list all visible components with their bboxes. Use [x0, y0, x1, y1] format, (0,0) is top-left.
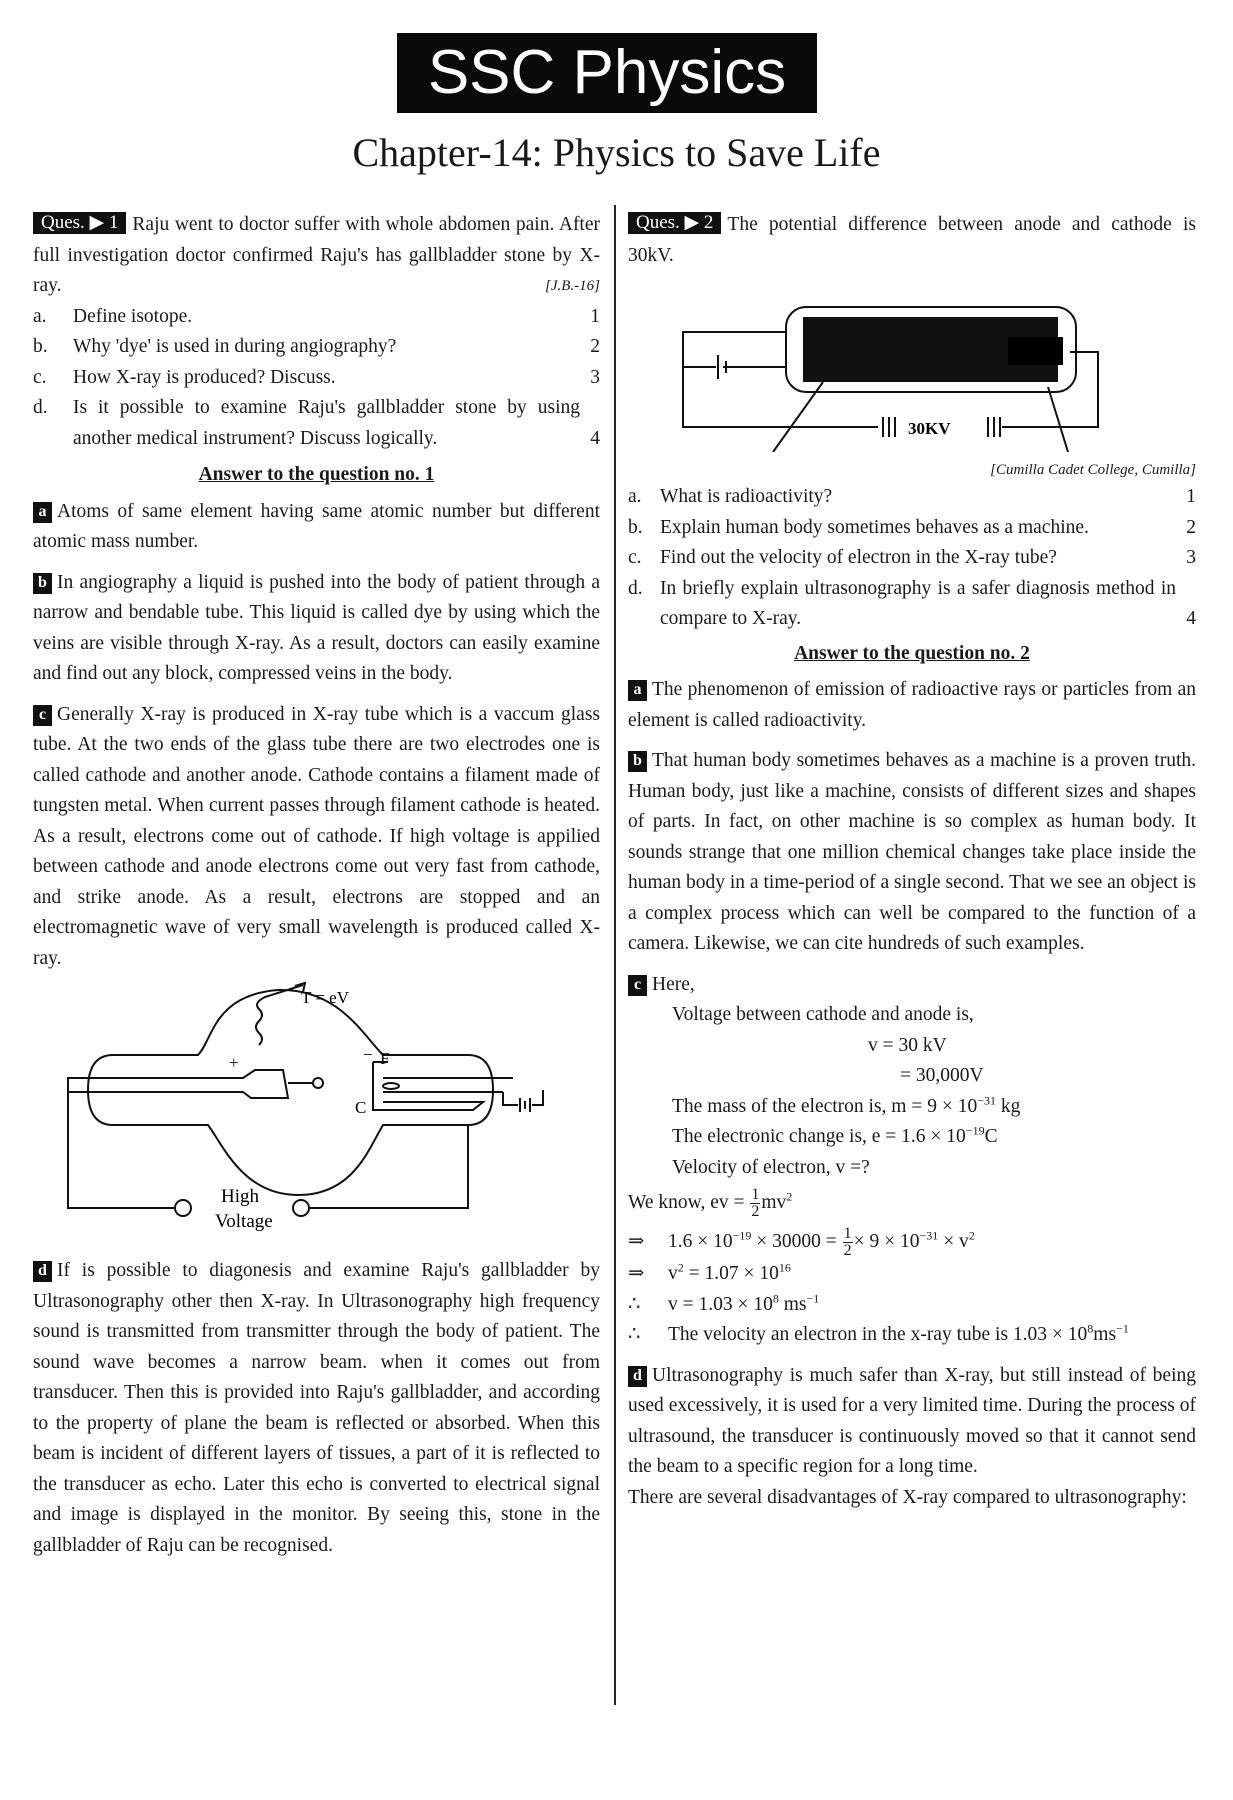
marks: 2 — [1186, 516, 1196, 538]
answer-badge: d — [628, 1366, 647, 1387]
marks: 4 — [590, 427, 600, 449]
right-column — [628, 210, 1196, 1523]
q2-answer-d-continued: There are several disadvantages of X-ray compared to ultrasonography: — [628, 1486, 1187, 1508]
question-source: [J.B.-16] — [545, 278, 600, 294]
q2-answer-a: a The phenomenon of emission of radioactive rays or particles from an element is called radioactivity. — [628, 679, 1196, 731]
svg-text:T = eV: T = eV — [301, 988, 349, 1007]
svg-text:C: C — [355, 1098, 367, 1117]
left-column — [33, 210, 600, 1571]
svg-text:+: + — [229, 1053, 239, 1072]
answer-badge: b — [33, 573, 52, 594]
answer-heading: Answer to the question no. 1 — [198, 464, 435, 485]
q1-part-c: c. How X-ray is produced? Discuss. 3 — [33, 363, 600, 394]
marks: 4 — [1186, 608, 1196, 629]
svg-text:Voltage: Voltage — [215, 1211, 273, 1232]
svg-text:High: High — [221, 1186, 259, 1207]
q2-stem: Ques. ▶ 2 The potential difference between anode and cathode is 30kV. — [628, 212, 1196, 266]
book-title: SSC Physics — [397, 33, 817, 113]
q2-part-d: d. In briefly explain ultrasonography is a safer diagnosis method in compare to X-ray. 4 — [628, 574, 1196, 635]
q1-answer-d: d If is possible to diagonesis and examine Raju's gallbladder by Ultrasonography other then X-ray. In Ultrasonography high frequency sound is transmitted from transmitter through the body of patient. The sound wave becomes a narrow beam. when it comes out from transducer. Then this is provided into Raju's gallbladder, and according to the property of plane the beam is reflected or absorbed. When this beam is incident of different layers of tissues, a part of it is reflected to the transducer as echo. Later this echo is converted to electrical signal and image is displayed in the monitor. By seeing this, stone in the gallbladder of Raju can be recognised. — [33, 1260, 600, 1556]
column-divider — [614, 205, 616, 1705]
q1-answer-b: b In angiography a liquid is pushed into the body of patient through a narrow and bendable tube. This liquid is called dye by using which the veins are visible through X-ray. As a result, doctors can easily examine and find out any block, compressed veins in the body. — [33, 571, 600, 684]
q2-part-b: b. Explain human body sometimes behaves as a machine. 2 — [628, 513, 1196, 544]
marks: 2 — [590, 336, 600, 357]
q1-answer-c: c Generally X-ray is produced in X-ray tube which is a vaccum glass tube. At the two ends of the glass tube there are two electrodes one is called cathode and another anode. Cathode contains a filament made of tungsten metal. When current passes through filament cathode is heated. As a result, electrons come out of cathode. If high voltage is appilied between cathode and anode electrons come out very fast from cathode, and strike anode. As a result, electrons are stopped and an electromagnetic wave of very small wavelength is produced called X-ray. — [33, 703, 600, 969]
q1-part-b: b. Why 'dye' is used in during angiography? 2 — [33, 332, 600, 363]
question-badge: Ques. ▶ 1 — [33, 212, 126, 234]
q2-answer-b: b That human body sometimes behaves as a machine is a proven truth. Human body, just like a machine, consists of different sizes and shapes of parts. In fact, on other machine is so complex as human body. It sounds strange that one million chemical changes take place inside the human body in a time-period of a single second. That we see an object is a complex process which can well be compared to the function of a camera. Likewise, we can cite hundreds of such examples. — [628, 750, 1196, 954]
answer-badge: b — [628, 751, 647, 772]
q1-answer-a: a Atoms of same element having same atomic number but different atomic mass number. — [33, 500, 600, 552]
q1-part-d: d. Is it possible to examine Raju's gallbladder stone by using another medical instrument? Discuss logically. 4 — [33, 393, 600, 454]
xray-tube-circuit-diagram — [628, 277, 1196, 452]
answer-badge: a — [33, 502, 52, 523]
svg-text:F: F — [380, 1049, 390, 1068]
q2-part-a: a. What is radioactivity? 1 — [628, 482, 1196, 513]
marks: 3 — [590, 366, 600, 388]
q2-part-c: c. Find out the velocity of electron in the X-ray tube? 3 — [628, 543, 1196, 574]
answer-badge: c — [628, 975, 647, 996]
q1-part-a: a. Define isotope. 1 — [33, 302, 600, 333]
q2-answer-d: d Ultrasonography is much safer than X-ray, but still instead of being used excessively, it is used for a very limited time. During the process of ultrasound, the transducer is continuously moved so that it cannot send the beam to a specific region for a long time. — [628, 1364, 1196, 1477]
marks: 3 — [1186, 547, 1196, 568]
q1-stem: Ques. ▶ 1 Raju went to doctor suffer with whole abdomen pain. After full investigation doctor confirmed Raju's has gallbladder stone by X-ray. [J.B.-16] — [33, 210, 600, 302]
svg-text:30KV: 30KV — [908, 419, 951, 438]
marks: 1 — [1186, 486, 1196, 507]
chapter-title: Chapter-14: Physics to Save Life — [352, 130, 881, 175]
answer-badge: c — [33, 705, 52, 726]
question-source: [Cumilla Cadet College, Cumilla] — [990, 462, 1196, 478]
marks: 1 — [590, 305, 600, 327]
answer-badge: d — [33, 1261, 52, 1282]
xray-tube-diagram — [33, 980, 600, 1250]
answer-heading: Answer to the question no. 2 — [794, 642, 1030, 664]
answer-badge: a — [628, 680, 647, 701]
q2-answer-c: c Here, Voltage between cathode and anode is, v = 30 kV = 30,000V The mass of the electron is, $m = 9 \times 10^{-31}$ kg The electronic change is, $e = 1.6 \times 10^{-19}C$ Velocity of electron, v =? We know, ev = $\frac{1}{2}$ $mv^2$ ⇒ $1.6 \times 10^{-19} \times 30000$ = $\frac{1}{2}$ × $9 \times 10^{-31} \times v^2$ ⇒ $v^2 = 1.07 \times 10^{16}$ ∴ $v = 1.03 \times 10^8$ $ms^{-1}$ ∴ The velocity an electron in the x-ray tube is $1.03 \times 10^8ms^{-1}$ — [628, 973, 1129, 1345]
svg-text:−: − — [363, 1045, 373, 1064]
question-badge: Ques. ▶ 2 — [628, 212, 721, 234]
